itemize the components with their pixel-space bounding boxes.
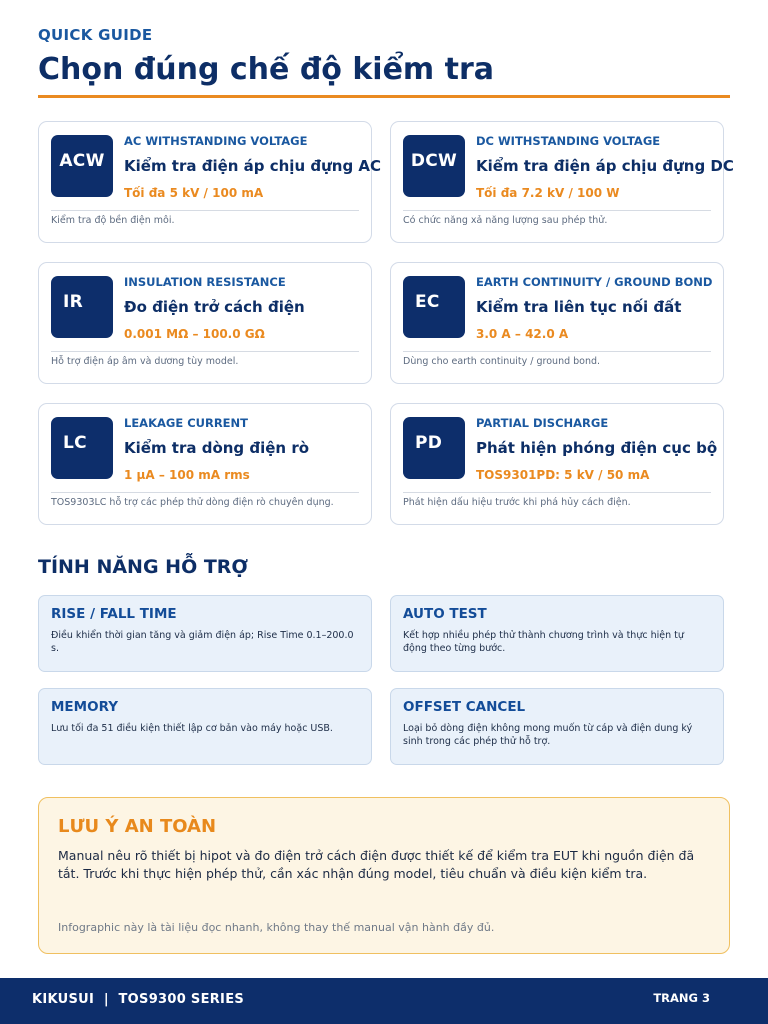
mode-category: EARTH CONTINUITY / GROUND BOND	[476, 275, 713, 289]
features-section-title: TÍNH NĂNG HỖ TRỢ	[38, 556, 249, 578]
card-divider	[403, 210, 711, 211]
card-divider	[403, 492, 711, 493]
mode-note: Dùng cho earth continuity / ground bond.	[403, 356, 601, 367]
safety-disclaimer: Infographic này là tài liệu đọc nhanh, không thay thế manual vận hành đầy đủ.	[58, 921, 495, 934]
mode-spec: Tối đa 5 kV / 100 mA	[124, 186, 264, 200]
page-footer	[0, 978, 768, 1024]
mode-badge: PD	[403, 417, 465, 479]
page-header	[38, 26, 730, 88]
mode-category: AC WITHSTANDING VOLTAGE	[124, 134, 308, 148]
mode-card-ir	[38, 262, 372, 384]
mode-badge: EC	[403, 276, 465, 338]
mode-card-ec	[390, 262, 724, 384]
mode-note: Phát hiện dấu hiệu trước khi phá hủy cách điện.	[403, 497, 631, 508]
eyebrow-label: QUICK GUIDE	[38, 26, 153, 44]
mode-note: TOS9303LC hỗ trợ các phép thử dòng điện rò chuyên dụng.	[51, 497, 334, 508]
feature-card-offset-cancel	[390, 688, 724, 765]
safety-title: LƯU Ý AN TOÀN	[58, 816, 217, 837]
card-divider	[51, 210, 359, 211]
feature-title: MEMORY	[51, 699, 118, 715]
mode-note: Kiểm tra độ bền điện môi.	[51, 215, 175, 226]
mode-spec: TOS9301PD: 5 kV / 50 mA	[476, 468, 650, 482]
feature-title: AUTO TEST	[403, 606, 487, 622]
mode-title: Kiểm tra liên tục nối đất	[476, 298, 682, 316]
feature-card-memory	[38, 688, 372, 765]
feature-card-rise-fall-time	[38, 595, 372, 672]
mode-spec: 0.001 MΩ – 100.0 GΩ	[124, 327, 265, 341]
mode-title: Kiểm tra điện áp chịu đựng AC	[124, 157, 382, 175]
mode-spec: 3.0 A – 42.0 A	[476, 327, 569, 341]
feature-description: Lưu tối đa 51 điều kiện thiết lập cơ bản vào máy hoặc USB.	[51, 723, 333, 734]
mode-card-lc	[38, 403, 372, 525]
card-divider	[403, 351, 711, 352]
feature-description: Loại bỏ dòng điện không mong muốn từ cáp và điện dung ký sinh trong các phép thử hỗ trợ.	[403, 723, 693, 747]
mode-category: DC WITHSTANDING VOLTAGE	[476, 134, 661, 148]
page-number: TRANG 3	[653, 991, 710, 1005]
mode-card-dcw	[390, 121, 734, 243]
feature-card-auto-test	[390, 595, 724, 672]
feature-description: Điều khiển thời gian tăng và giảm điện áp; Rise Time 0.1–200.0 s.	[51, 630, 354, 654]
title-divider	[38, 95, 730, 98]
feature-title: RISE / FALL TIME	[51, 606, 177, 622]
card-divider	[51, 492, 359, 493]
mode-title: Kiểm tra điện áp chịu đựng DC	[476, 157, 734, 175]
mode-category: INSULATION RESISTANCE	[124, 275, 286, 289]
safety-notice	[38, 797, 730, 954]
mode-card-acw	[38, 121, 382, 243]
feature-description: Kết hợp nhiều phép thử thành chương trình và thực hiện tự động theo từng bước.	[403, 630, 684, 654]
mode-category: LEAKAGE CURRENT	[124, 416, 249, 430]
mode-title: Kiểm tra dòng điện rò	[124, 439, 310, 457]
safety-body: Manual nêu rõ thiết bị hipot và đo điện trở cách điện được thiết kế để kiểm tra EUT khi nguồn điện đã tắt. Trước khi thực hiện phép thử, cần xác nhận đúng model, tiêu chuẩn và điều kiện kiểm tra.	[58, 848, 695, 881]
feature-title: OFFSET CANCEL	[403, 699, 526, 715]
page-title: Chọn đúng chế độ kiểm tra	[38, 52, 495, 87]
card-divider	[51, 351, 359, 352]
mode-spec: Tối đa 7.2 kV / 100 W	[476, 186, 620, 200]
mode-badge: IR	[51, 276, 113, 338]
mode-category: PARTIAL DISCHARGE	[476, 416, 609, 430]
mode-note: Có chức năng xả năng lượng sau phép thử.	[403, 215, 608, 226]
mode-card-pd	[390, 403, 724, 525]
mode-badge: DCW	[403, 135, 465, 197]
mode-badge: ACW	[51, 135, 113, 197]
footer-brand: KIKUSUI | TOS9300 SERIES	[32, 992, 245, 1007]
mode-badge: LC	[51, 417, 113, 479]
mode-title: Phát hiện phóng điện cục bộ	[476, 439, 718, 457]
mode-title: Đo điện trở cách điện	[124, 298, 305, 316]
mode-spec: 1 µA – 100 mA rms	[124, 468, 250, 482]
mode-note: Hỗ trợ điện áp âm và dương tùy model.	[51, 356, 239, 367]
